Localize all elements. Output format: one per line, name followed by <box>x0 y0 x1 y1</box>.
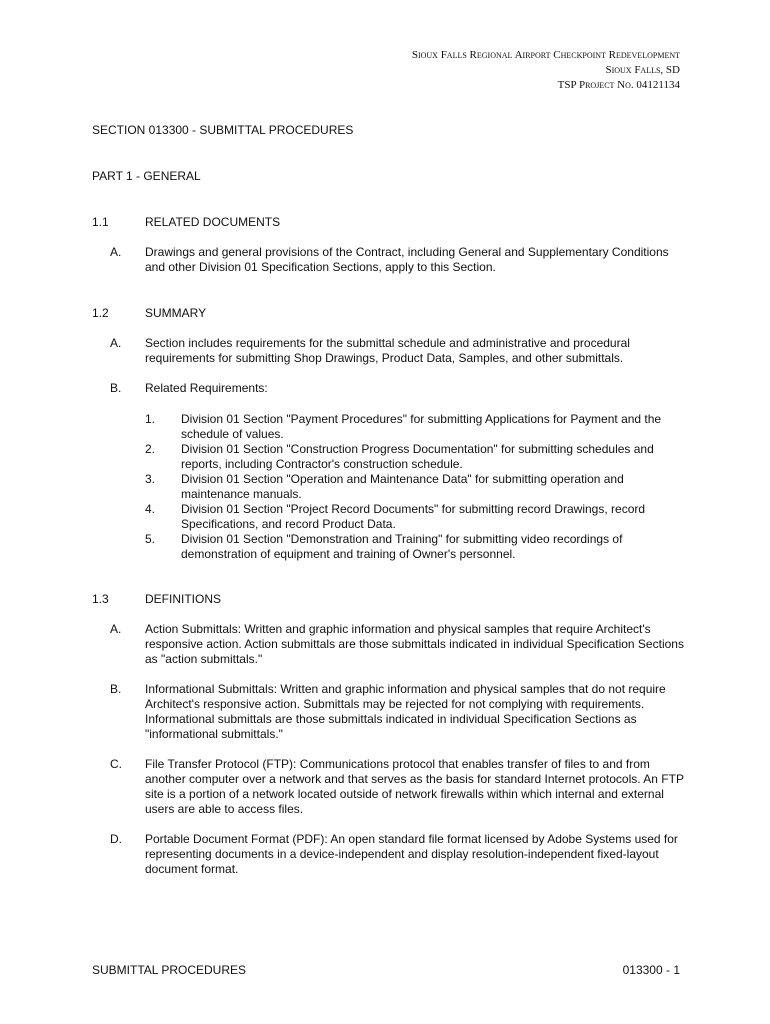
list-item-number: 4. <box>145 502 156 516</box>
paragraph-text: Informational Submittals: Written and graphic information and physical samples that do not require Architect's responsive action. Submittals may be rejected for not complying with requirements. Informational submittals are those submittals indicated in individual Specification Sections as "informational submittals." <box>145 682 666 741</box>
paragraph-label: B. <box>110 381 122 395</box>
page-header <box>412 48 680 93</box>
article-number: 1.2 <box>92 306 109 320</box>
list-item-number: 3. <box>145 472 156 486</box>
article-number: 1.1 <box>92 215 109 229</box>
article-title: RELATED DOCUMENTS <box>145 215 281 229</box>
header-project-number: TSP Project No. 04121134 <box>557 79 680 91</box>
header-project-name: Sioux Falls Regional Airport Checkpoint Redevelopment <box>411 49 680 61</box>
paragraph-text: Drawings and general provisions of the Contract, including General and Supplementary Conditions and other Division 01 Specification Sections, apply to this Section. <box>145 245 669 274</box>
footer-page-number: 013300 - 1 <box>622 963 680 977</box>
paragraph-label: D. <box>110 832 122 846</box>
list-item-text: Division 01 Section "Construction Progress Documentation" for submitting schedules and reports, including Contractor's construction schedule. <box>181 442 654 471</box>
list-item-text: Division 01 Section "Project Record Documents" for submitting record Drawings, record Specifications, and record Product Data. <box>181 502 646 531</box>
paragraph-label: A. <box>110 336 122 350</box>
paragraph-label: B. <box>110 682 122 696</box>
header-location: Sioux Falls, SD <box>605 64 680 76</box>
article-title: SUMMARY <box>145 306 207 320</box>
list-item-number: 5. <box>145 532 156 546</box>
footer-section-name: SUBMITTAL PROCEDURES <box>92 963 247 977</box>
paragraph-text: Section includes requirements for the submittal schedule and administrative and procedural requirements for submitting Shop Drawings, Product Data, Samples, and other submittals. <box>145 336 630 365</box>
list-item-number: 2. <box>145 442 156 456</box>
list-item-text: Division 01 Section "Operation and Maintenance Data" for submitting operation and maintenance manuals. <box>181 472 624 501</box>
paragraph-label: C. <box>110 757 122 771</box>
list-item-text: Division 01 Section "Demonstration and Training" for submitting video recordings of demonstration of equipment and training of Owner's personnel. <box>181 532 623 561</box>
paragraph-label: A. <box>110 622 122 636</box>
paragraph-text: File Transfer Protocol (FTP): Communications protocol that enables transfer of files to and from another computer over a network and that serves as the basis for standard Internet protocols. An FTP site is a portion of a network located outside of network firewalls within which internal and external users are able to access files. <box>145 757 684 816</box>
list-item-text: Division 01 Section "Payment Procedures" for submitting Applications for Payment and the schedule of values. <box>181 412 662 441</box>
article-title: DEFINITIONS <box>145 592 222 606</box>
paragraph-text: Related Requirements: <box>145 381 268 395</box>
part-title: PART 1 - GENERAL <box>92 169 201 183</box>
article-number: 1.3 <box>92 592 109 606</box>
list-item-number: 1. <box>145 412 156 426</box>
paragraph-text: Portable Document Format (PDF): An open standard file format licensed by Adobe Systems used for representing documents in a device-independent and display resolution-independent fixed-layout document format. <box>145 832 678 876</box>
paragraph-label: A. <box>110 245 122 259</box>
paragraph-text: Action Submittals: Written and graphic information and physical samples that require Architect's responsive action. Action submittals are those submittals indicated in individual Specification Sections as "action submittals." <box>145 622 684 666</box>
section-title: SECTION 013300 - SUBMITTAL PROCEDURES <box>92 123 354 137</box>
